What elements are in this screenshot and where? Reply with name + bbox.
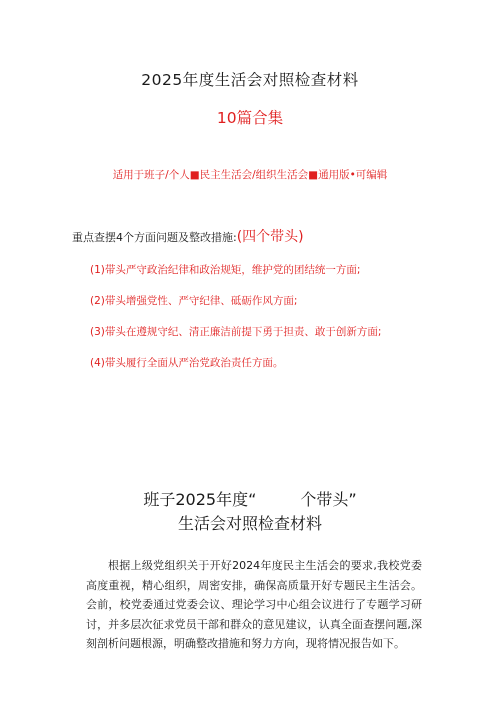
section-title-part2: 个带头” bbox=[300, 490, 357, 509]
document-title: 2025年度生活会对照检查材料 bbox=[141, 71, 359, 89]
section-title-part1: 班子2025年度“ bbox=[143, 490, 257, 509]
list-item: (1)带头严守政治纪律和政治规矩，维护党的团结统一方面; bbox=[90, 264, 361, 276]
focus-list bbox=[90, 262, 381, 386]
list-item: (4)带头履行全面从严治党政治责任方面。 bbox=[90, 357, 284, 369]
document-subtitle: 10篇合集 bbox=[216, 109, 284, 127]
section-title bbox=[0, 487, 500, 510]
list-item: (3)带头在遵规守纪、清正廉洁前提下勇于担责、敢于创新方面; bbox=[90, 326, 382, 338]
body-paragraph: 根据上级党组织关于开好2024年度民主生活会的要求,我校党委高度重视，精心组织，周密安排，确保高质量开好专题民主生活会。会前，校党委通过党委会议、理论学习中心组会议进行了专题学习研讨，并多层次征求党员干部和群众的意见建议，认真全面查摆问题,深刻剖析问题根源，明确整改措施和努力方向，现将情况报告如下。 bbox=[86, 559, 422, 650]
section-title-line2: 生活会对照检查材料 bbox=[177, 514, 322, 533]
list-item: (2)带头增强党性、严守纪律、砥砺作风方面; bbox=[90, 295, 298, 307]
focus-highlight: (四个带头) bbox=[236, 229, 304, 245]
focus-heading bbox=[72, 226, 304, 246]
focus-lead: 重点查摆4个方面问题及整改措施: bbox=[72, 231, 237, 244]
usage-tagline: 适用于班子/个人■民主生活会/组织生活会■通用版•可编辑 bbox=[112, 169, 388, 181]
